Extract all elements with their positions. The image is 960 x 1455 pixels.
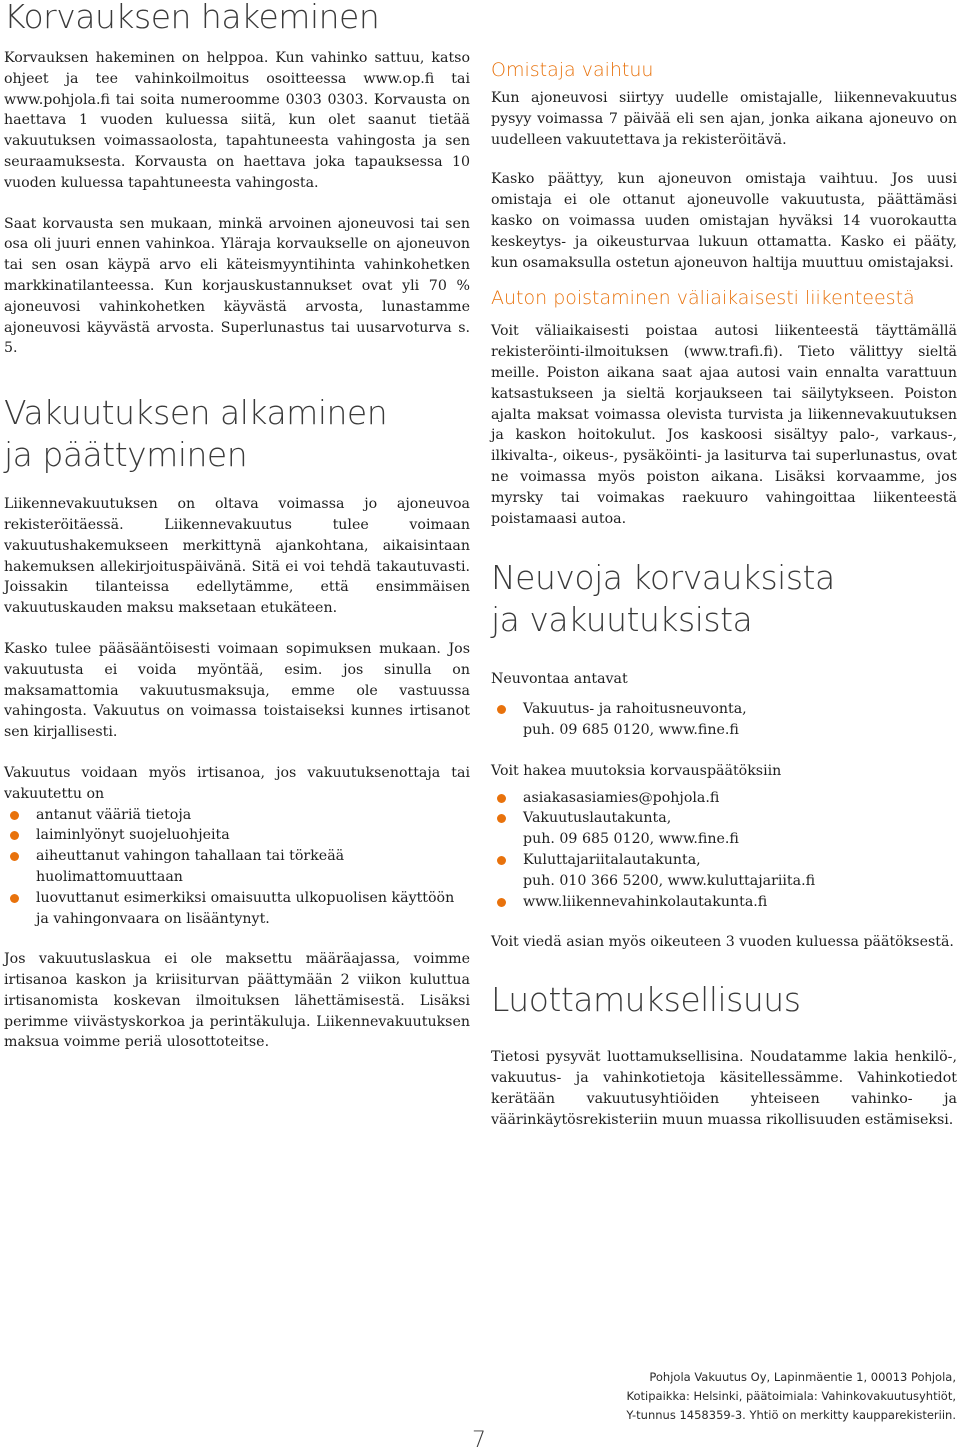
list-item: antanut vääriä tietoja [4,805,470,826]
left-column [4,0,470,1053]
label-voit-hakea-muutoksia: Voit hakea muutoksia korvauspäätöksiin [491,762,782,779]
paragraph-owner-change-traffic: Kun ajoneuvosi siirtyy uudelle omistajalle, liikennevakuutus pysyy voimassa 7 päivää eli sen ajan, jonka aikana ajoneuvo on uudelleen vakuutettava ja rekisteröitävä. [491,90,957,148]
title-line-1: Vakuutuksen alkaminen [4,393,388,433]
section-title-vakuutuksen-alkaminen [4,392,470,476]
list-item: luovuttanut esimerkiksi omaisuutta ulkopuolisen käyttöön ja vahingonvaara on lisääntynyt. [4,888,470,930]
section-title-korvauksen-hakeminen: Korvauksen hakeminen [4,0,380,36]
list-item: Kuluttajariitalautakunta, puh. 010 366 5200, www.kuluttajariita.fi [491,850,957,892]
termination-reasons-list [4,805,470,930]
company-info [600,1368,956,1425]
bullet-icon [497,814,506,823]
advice-list [491,699,957,741]
company-info-line-3: Y-tunnus 1458359-3. Yhtiö on merkitty kaupparekisteriin. [626,1408,956,1422]
title-line-1: Neuvoja korvauksista [491,558,835,598]
paragraph-unpaid-invoice: Jos vakuutuslaskua ei ole maksettu määräajassa, voimme irtisanoa kaskon ja kriisiturvan päättymään 2 viikon kuluttua irtisanomista koskevan ilmoituksen lähettämisestä. Lisäksi perimme viivästyskorkoa ja perintäkuluja. Liikennevakuutuksen maksua voimme periä ulosottoteitse. [4,951,470,1051]
paragraph-traffic-insurance-start: Liikennevakuutuksen on oltava voimassa jo ajoneuvoa rekisteröitäessä. Liikennevakuutus tulee voimaan vakuutushakemukseen merkittynä ajankohtana, aikaisintaan hakemuksen allekirjoituspäivänä. Sitä ei voi tehdä takautuvasti. Joissakin tilanteissa edellytämme, että ensimmäisen vakuutuskauden maksu maksetaan etukäteen. [4,496,470,617]
bullet-icon [10,811,19,820]
paragraph-kasko-start: Kasko tulee pääsääntöisesti voimaan sopimuksen mukaan. Jos vakuutusta ei voida myöntää, esim. jos sinulla on maksamattomia vakuutusmaksuja, emme ole vastuussa vahingosta. Vakuutus on voimassa toistaiseksi kunnes irtisanot sen kirjallisesti. [4,640,470,741]
bullet-icon [497,705,506,714]
paragraph-compensation-value: Saat korvausta sen mukaan, minkä arvoinen ajoneuvosi tai sen osa oli juuri ennen vahinkoa. Yläraja korvaukselle on ajoneuvon tai sen osan käypä arvo eli käteismyyntihinta vahinkohetken markkinatilanteessa. Kun korjauskustannukset ovat yli 70 % ajoneuvosi vahinkohetken käyvästä arvosta, lunastamme ajoneuvosi käyvästä arvosta. Superlunastus tai uusarvoturva s. 5. [4,215,470,357]
bullet-icon [10,894,19,903]
section-title-luottamuksellisuus: Luottamuksellisuus [491,980,801,1020]
company-info-line-1: Pohjola Vakuutus Oy, Lapinmäentie 1, 00013 Pohjola, [649,1370,956,1384]
paragraph-temporary-removal: Voit väliaikaisesti poistaa autosi liikenteestä täyttämällä rekisteröinti-ilmoituksen (www.trafi.fi). Tieto välittyy sieltä meille. Poiston aikana saat ajaa autosi vain ennalta varattuun katsastukseen ja sieltä korjaukseen tai säilytykseen. Poiston ajalta maksat voimassa olevista turvista ja liikennevakuutuksen ja kaskon hoitokulut. Jos kaskoosi sisältyy palo-, varkaus-, ilkivalta-, oikeus-, pysäköinti- ja lasiturva tai superlunastus, ovat ne voimassa myös poiston aikana. Lisäksi korvaamme, jos myrsky tai voimakas raekuuro vahingoittaa liikenteestä poistamaasi autoa. [491,323,957,527]
page-number: 7 [472,1428,486,1453]
bullet-icon [497,856,506,865]
list-item: laiminlyönyt suojeluohjeita [4,825,470,846]
subheading-omistaja-vaihtuu: Omistaja vaihtuu [491,59,654,81]
subheading-auton-poistaminen: Auton poistaminen väliaikaisesti liikenteestä [491,287,915,310]
bullet-icon [497,898,506,907]
appeal-list [491,788,957,913]
bullet-icon [10,831,19,840]
section-title-neuvoja [491,557,957,641]
bullet-icon [497,794,506,803]
paragraph-claim-instructions: Korvauksen hakeminen on helppoa. Kun vahinko sattuu, katso ohjeet ja tee vahinkoilmoitus osoitteessa www.op.fi tai www.pohjola.fi tai soita numeroomme 0303 0303. Korvausta on haettava 1 vuoden kuluessa siitä, kun olet saanut tietää vakuutuksen voimassaolosta, tapahtuneesta vahingosta ja sen seuraamuksesta. Korvausta on haettava joka tapauksessa 10 vuoden kuluessa tapahtuneesta vahingosta. [4,50,470,191]
paragraph-court-option: Voit viedä asian myös oikeuteen 3 vuoden kuluessa päätöksestä. [491,934,954,951]
bullet-icon [10,852,19,861]
list-item: Vakuutuslautakunta, puh. 09 685 0120, www.fine.fi [491,808,957,850]
list-item: www.liikennevahinkolautakunta.fi [491,892,957,913]
list-item: aiheuttanut vahingon tahallaan tai törkeää huolimattomuuttaan [4,846,470,888]
right-column [491,0,957,1130]
title-line-2: ja päättyminen [4,435,248,475]
paragraph-confidentiality: Tietosi pysyvät luottamuksellisina. Noudatamme lakia henkilö-, vakuutus- ja vahinkotietoja käsitellessämme. Vahinkotiedot kerätään vakuutusyhtiöiden yhteiseen vahinko- ja väärinkäytösrekisteriin muun muassa rikollisuuden estämiseksi. [491,1049,957,1128]
paragraph-termination-intro: Vakuutus voidaan myös irtisanoa, jos vakuutuksenottaja tai vakuutettu on [4,764,470,802]
company-info-line-2: Kotipaikka: Helsinki, päätoimiala: Vahinkovakuutusyhtiöt, [626,1389,956,1403]
list-item: Vakuutus- ja rahoitusneuvonta, puh. 09 685 0120, www.fine.fi [491,699,957,741]
title-line-2: ja vakuutuksista [491,600,753,640]
paragraph-owner-change-kasko: Kasko päättyy, kun ajoneuvon omistaja vaihtuu. Jos uusi omistaja ei ole ottanut ajoneuvolle vakuutusta, päättämäsi kasko on voimassa uuden omistajan hyväksi 14 vuorokautta keskeytys- ja oikeusturvaa lukuun ottamatta. Kasko ei pääty, kun osamaksulla ostetun ajoneuvon haltija muuttuu omistajaksi. [491,171,957,271]
list-item: asiakasasiamies@pohjola.fi [491,788,957,809]
label-neuvontaa-antavat: Neuvontaa antavat [491,671,628,688]
